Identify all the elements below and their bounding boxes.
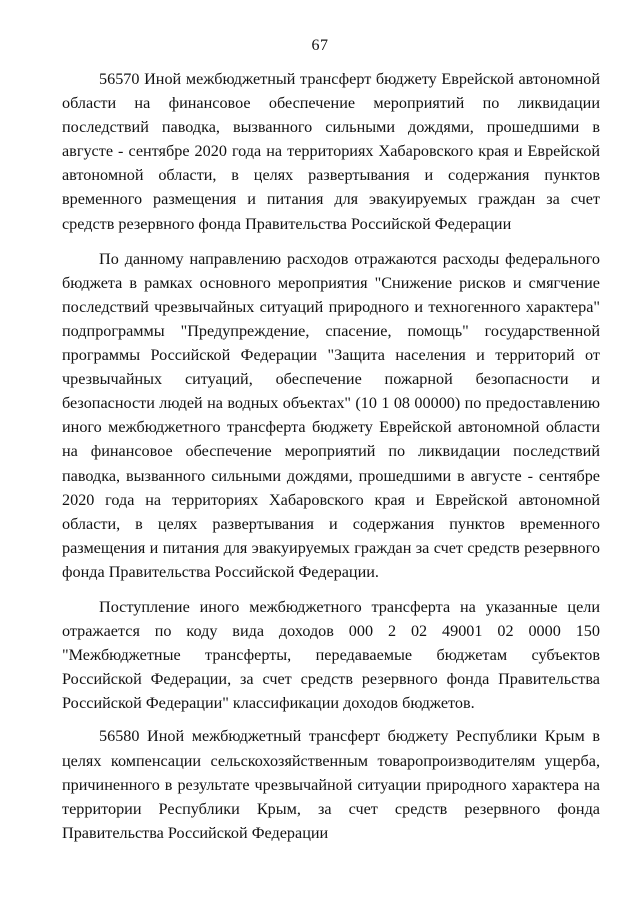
page-number: 67: [311, 37, 329, 54]
paragraph-56580-heading: 56580 Иной межбюджетный трансферт бюджету Республики Крым в целях компенсации сельскохозяйственным товаропроизводителям ущерба, причиненного в результате чрезвычайной ситуации природного характера на территории Республики Крым, за счет средств резервного фонда Правительства Российской Федерации: [62, 727, 600, 842]
document-body: [62, 67, 600, 845]
paragraph-revenue-code: Поступление иного межбюджетного трансферта на указанные цели отражается по коду вида доходов 000 2 02 49001 02 0000 150 "Межбюджетные трансферты, передаваемые бюджетам субъектов Российской Федерации, за счет средств резервного фонда Правительства Российской Федерации" классификации доходов бюджетов.: [62, 597, 600, 713]
paragraph-expense-description: По данному направлению расходов отражаются расходы федерального бюджета в рамках основного мероприятия "Снижение рисков и смягчение последствий чрезвычайных ситуаций природного и техногенного характера" подпрограммы "Предупреждение, спасение, помощь" государственной программы Российской Федерации "Защита населения и территорий от чрезвычайных ситуаций, обеспечение пожарной безопасности и безопасности людей на водных объектах" (10 1 08 00000) по предоставлению иного межбюджетного трансферта бюджету Еврейской автономной области на финансовое обеспечение мероприятий по ликвидации последствий паводка, вызванного сильными дождями, прошедшими в августе - сентябре 2020 года на территориях Хабаровского края и Еврейской автономной области, в целях развертывания и содержания пунктов временного размещения и питания для эвакуируемых граждан за счет средств резервного фонда Правительства Российской Федерации.: [62, 249, 600, 581]
paragraph-56570-heading: 56570 Иной межбюджетный трансферт бюджету Еврейской автономной области на финансовое обеспечение мероприятий по ликвидации последствий паводка, вызванного сильными дождями, прошедшими в августе - сентябре 2020 года на территориях Хабаровского края и Еврейской автономной области, в целях развертывания и содержания пунктов временного размещения и питания для эвакуируемых граждан за счет средств резервного фонда Правительства Российской Федерации: [62, 70, 600, 233]
